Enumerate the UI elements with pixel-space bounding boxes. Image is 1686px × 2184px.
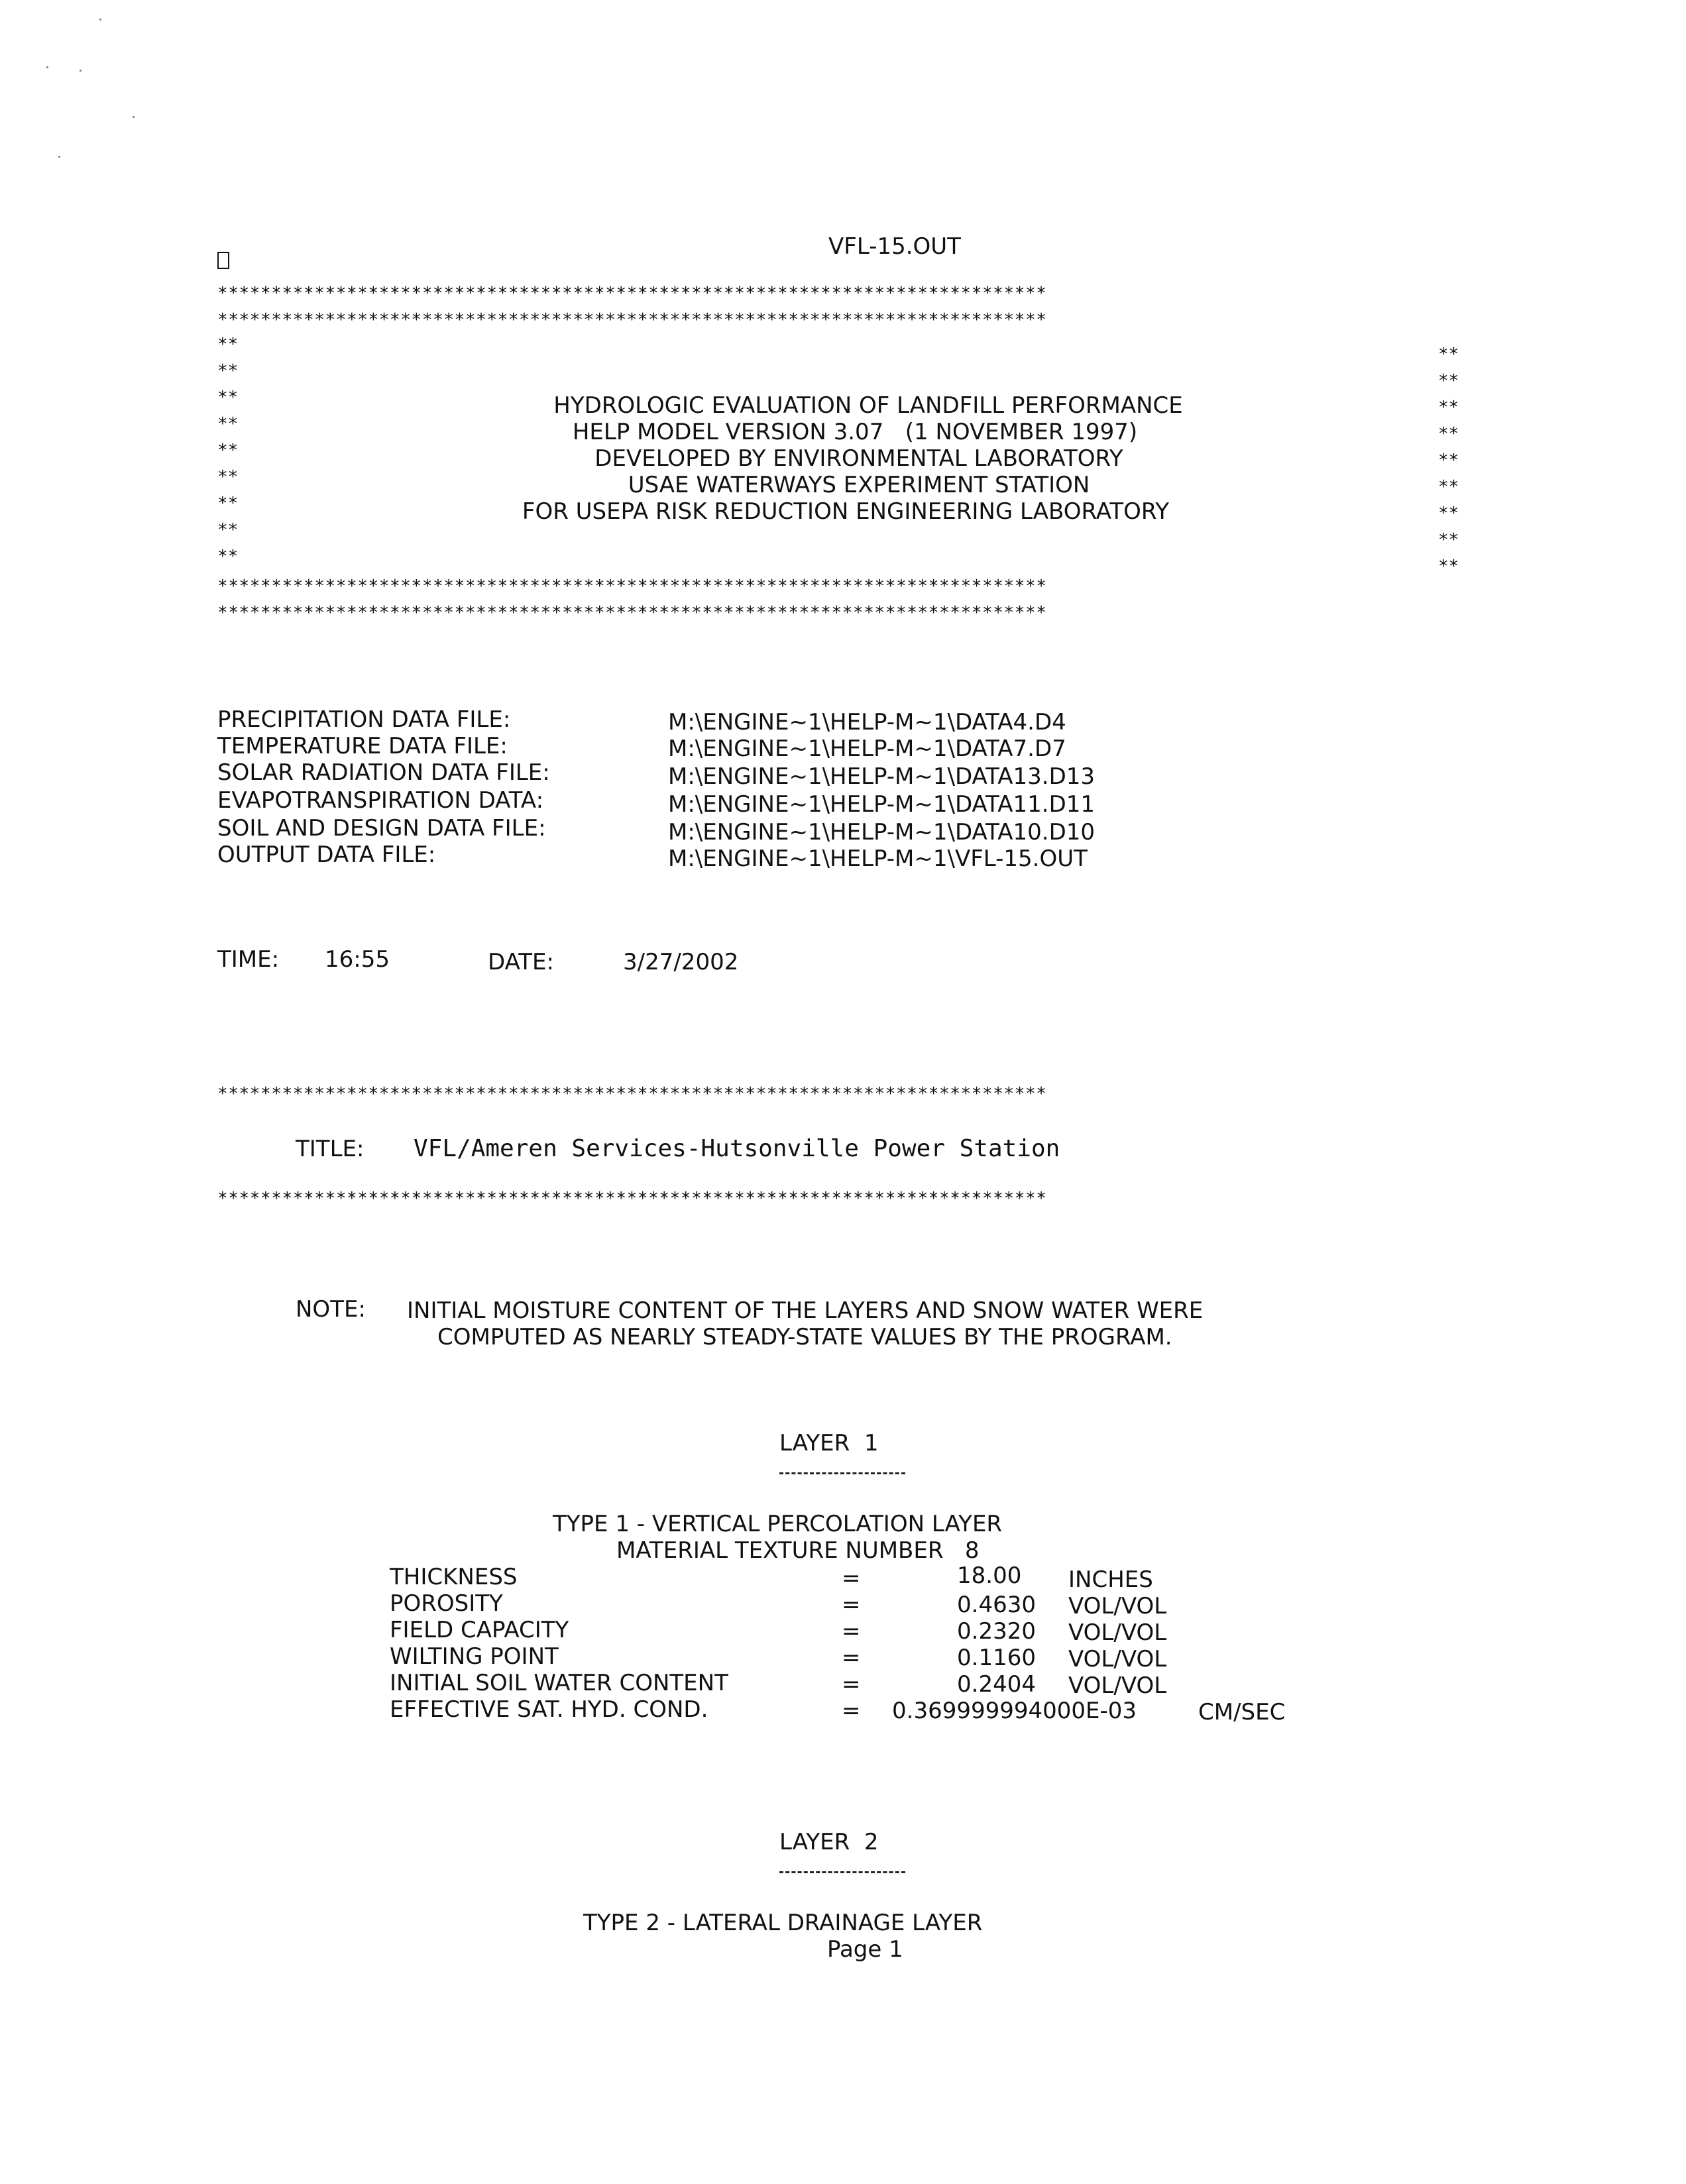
property-name: FIELD CAPACITY: [390, 1617, 569, 1643]
layer-type: TYPE 1 - VERTICAL PERCOLATION LAYER: [553, 1511, 1003, 1537]
property-eq: =: [842, 1592, 861, 1618]
property-name: EFFECTIVE SAT. HYD. COND.: [390, 1696, 708, 1723]
side-stars: **: [1438, 345, 1459, 364]
property-value: 0.4630: [957, 1592, 1036, 1618]
property-unit: INCHES: [1068, 1566, 1153, 1593]
side-stars: **: [217, 388, 239, 408]
file-label: SOIL AND DESIGN DATA FILE:: [217, 815, 546, 842]
property-name: POROSITY: [390, 1590, 503, 1617]
property-eq: =: [842, 1618, 861, 1645]
banner-line: HYDROLOGIC EVALUATION OF LANDFILL PERFORMANCE: [553, 392, 1183, 419]
side-stars: **: [1438, 398, 1459, 417]
banner-line: FOR USEPA RISK REDUCTION ENGINEERING LABORATORY: [522, 498, 1170, 525]
star-rule: *****************************************************************************: [217, 576, 1047, 596]
note-text: INITIAL MOISTURE CONTENT OF THE LAYERS AND SNOW WATER WERE: [407, 1297, 1204, 1324]
property-eq: =: [842, 1698, 861, 1724]
side-stars: **: [217, 547, 239, 567]
date-label: DATE:: [488, 949, 554, 975]
property-name: INITIAL SOIL WATER CONTENT: [390, 1670, 728, 1696]
file-label: OUTPUT DATA FILE:: [217, 842, 436, 868]
heading-underline: [779, 1871, 905, 1873]
property-unit: VOL/VOL: [1068, 1646, 1167, 1672]
title-label: TITLE:: [296, 1136, 365, 1162]
layer-material: MATERIAL TEXTURE NUMBER 8: [616, 1537, 980, 1564]
scan-speck: [58, 156, 60, 158]
layer-heading: LAYER 1: [779, 1430, 879, 1456]
note-label: NOTE:: [296, 1296, 366, 1323]
file-path: M:\ENGINE~1\HELP-M~1\DATA4.D4: [668, 709, 1066, 736]
date-value: 3/27/2002: [623, 949, 739, 975]
side-stars: **: [1438, 424, 1459, 444]
side-stars: **: [217, 335, 239, 355]
file-label: SOLAR RADIATION DATA FILE:: [217, 759, 550, 786]
scan-speck: [133, 116, 135, 118]
file-label: EVAPOTRANSPIRATION DATA:: [217, 787, 544, 814]
side-stars: **: [217, 441, 239, 461]
banner-line: USAE WATERWAYS EXPERIMENT STATION: [628, 472, 1090, 498]
side-stars: **: [1438, 504, 1459, 523]
star-rule: *****************************************************************************: [217, 1084, 1047, 1104]
file-label: PRECIPITATION DATA FILE:: [217, 706, 511, 733]
side-stars: **: [217, 414, 239, 434]
file-path: M:\ENGINE~1\HELP-M~1\DATA10.D10: [668, 819, 1096, 846]
side-stars: **: [1438, 530, 1459, 550]
heading-underline: [779, 1472, 905, 1474]
file-title: VFL-15.OUT: [828, 233, 961, 260]
property-name: THICKNESS: [390, 1564, 518, 1590]
property-eq: =: [842, 1645, 861, 1671]
run-title: VFL/Ameren Services-Hutsonville Power Station: [414, 1135, 1060, 1162]
property-value: 18.00: [957, 1562, 1022, 1589]
property-value: 0.2320: [957, 1618, 1036, 1645]
property-unit: VOL/VOL: [1068, 1593, 1167, 1619]
time-label: TIME:: [217, 946, 280, 973]
side-stars: **: [1438, 371, 1459, 391]
side-stars: **: [1438, 451, 1459, 470]
property-value: 0.1160: [957, 1645, 1036, 1671]
file-path: M:\ENGINE~1\HELP-M~1\DATA13.D13: [668, 763, 1096, 790]
scan-speck: [46, 66, 48, 68]
property-unit: VOL/VOL: [1068, 1672, 1167, 1699]
property-eq: =: [842, 1671, 861, 1698]
file-path: M:\ENGINE~1\HELP-M~1\VFL-15.OUT: [668, 846, 1088, 872]
note-text: COMPUTED AS NEARLY STEADY-STATE VALUES BY THE PROGRAM.: [437, 1324, 1172, 1350]
file-path: M:\ENGINE~1\HELP-M~1\DATA11.D11: [668, 791, 1096, 818]
control-char-box: [217, 252, 229, 269]
side-stars: **: [217, 520, 239, 540]
side-stars: **: [217, 361, 239, 381]
time-value: 16:55: [325, 946, 390, 973]
side-stars: **: [217, 494, 239, 514]
property-value: 0.369999994000E-03: [892, 1698, 1137, 1724]
file-label: TEMPERATURE DATA FILE:: [217, 733, 508, 759]
property-value: 0.2404: [957, 1671, 1036, 1698]
file-path: M:\ENGINE~1\HELP-M~1\DATA7.D7: [668, 736, 1066, 762]
layer-heading: LAYER 2: [779, 1829, 879, 1855]
side-stars: **: [1438, 477, 1459, 497]
property-unit: VOL/VOL: [1068, 1619, 1167, 1646]
banner-line: DEVELOPED BY ENVIRONMENTAL LABORATORY: [594, 445, 1123, 472]
star-rule: *****************************************************************************: [217, 284, 1047, 303]
property-eq: =: [842, 1565, 861, 1592]
scan-speck: [80, 70, 82, 72]
side-stars: **: [217, 467, 239, 487]
banner-line: HELP MODEL VERSION 3.07 (1 NOVEMBER 1997): [572, 419, 1138, 445]
scan-speck: [99, 19, 101, 21]
property-name: WILTING POINT: [390, 1643, 559, 1670]
layer-type: TYPE 2 - LATERAL DRAINAGE LAYER: [583, 1910, 983, 1936]
star-rule: *****************************************************************************: [217, 310, 1047, 330]
star-rule: *****************************************************************************: [217, 1189, 1047, 1209]
property-unit: CM/SEC: [1198, 1699, 1286, 1725]
star-rule: *****************************************************************************: [217, 603, 1047, 623]
side-stars: **: [1438, 557, 1459, 576]
page-number: Page 1: [827, 1936, 903, 1963]
